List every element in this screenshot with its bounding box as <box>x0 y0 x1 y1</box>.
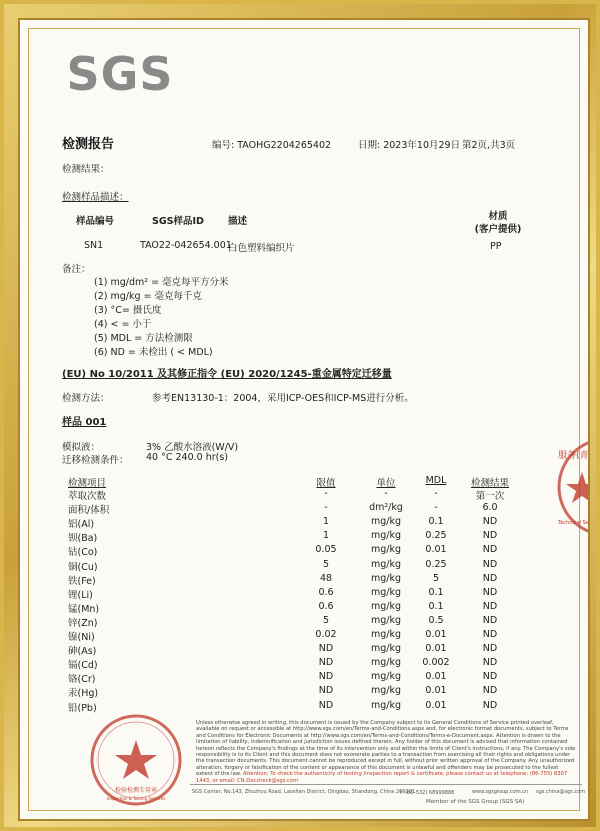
results-cell-limit: 5 <box>322 614 330 626</box>
results-cell-result: ND <box>482 657 498 669</box>
results-cell-limit: ND <box>318 685 334 697</box>
notes-label: 备注： <box>62 264 91 275</box>
results-cell-unit: - <box>384 488 388 499</box>
results-cell-mdl: 0.5 <box>428 614 444 626</box>
note-item: (3) °C= 摄氏度 <box>94 305 162 316</box>
results-cell-result: ND <box>482 530 498 542</box>
footer-email: sgs.china@sgs.com <box>536 789 586 795</box>
results-cell-limit: - <box>324 502 328 514</box>
results-cell-unit: mg/kg <box>370 699 402 711</box>
footer-website: www.sgsgroup.com.cn <box>472 789 529 795</box>
results-cell-mdl: 0.1 <box>428 600 444 612</box>
sample-cell-description: 白色塑料编织片 <box>228 243 295 254</box>
results-cell-item: 铝(Al) <box>68 519 95 531</box>
results-label: 检测结果： <box>62 164 110 175</box>
side-stamp-label-en: Technical Servi <box>558 520 596 526</box>
note-item: (2) mg/kg = 毫克每千克 <box>94 291 202 302</box>
condition-value: 40 °C 240.0 hr(s) <box>146 452 229 463</box>
simulant-value: 3% 乙酸水溶液(W/V) <box>146 442 239 453</box>
report-title: 检测报告 <box>62 137 115 152</box>
footer-bar <box>190 784 586 805</box>
results-cell-unit: mg/kg <box>370 685 402 697</box>
results-cell-mdl: 0.1 <box>428 516 444 528</box>
results-cell-mdl: 0.01 <box>425 685 447 697</box>
method-text: 参考EN13130-1：2004，采用ICP-OES和ICP-MS进行分析。 <box>152 393 414 404</box>
results-cell-item: 钴(Co) <box>68 547 98 559</box>
results-header: 检测项目 <box>68 478 107 489</box>
results-cell-result: ND <box>482 572 498 584</box>
results-cell-unit: mg/kg <box>370 530 402 542</box>
results-cell-item: 面积/体积 <box>68 505 110 517</box>
side-stamp-label: 服务(青 <box>558 451 589 461</box>
report-number: 编号: TAOHG2204265402 <box>212 140 332 151</box>
results-cell-mdl: 5 <box>432 572 440 584</box>
results-cell-unit: mg/kg <box>370 643 402 655</box>
results-cell-result: ND <box>482 544 498 556</box>
results-cell-limit: 0.05 <box>315 544 337 556</box>
results-header: MDL <box>425 475 447 486</box>
results-cell-result: ND <box>482 516 498 528</box>
results-cell-item: 铅(Pb) <box>68 702 97 714</box>
results-cell-result: ND <box>482 600 498 612</box>
results-cell-item: 铬(Cr) <box>68 674 96 686</box>
results-cell-mdl: 0.1 <box>428 586 444 598</box>
results-cell-mdl: 0.01 <box>425 643 447 655</box>
stamp-label: 检验检测专用章 <box>114 787 158 794</box>
results-cell-result: ND <box>482 699 498 711</box>
results-cell-result: ND <box>482 558 498 570</box>
results-cell-limit: 0.02 <box>315 629 337 640</box>
results-cell-limit: 1 <box>322 516 330 528</box>
results-cell-result: ND <box>482 643 498 655</box>
results-cell-unit: mg/kg <box>370 671 402 683</box>
results-cell-mdl: 0.002 <box>422 657 450 669</box>
results-cell-result: ND <box>482 671 498 683</box>
results-header: 限值 <box>316 478 336 489</box>
document-page <box>18 18 596 821</box>
note-item: (5) MDL = 方法检测限 <box>94 333 193 344</box>
logo-text: SGS <box>66 47 174 101</box>
results-cell-result: ND <box>482 629 498 640</box>
page-indicator: 第2页,共3页 <box>462 140 516 151</box>
sample-cell-material: PP <box>490 241 502 252</box>
results-cell-item: 锰(Mn) <box>68 603 100 615</box>
seal-stamp <box>86 710 186 810</box>
method-label: 检测方法： <box>62 393 110 404</box>
regulation-title: (EU) No 10/2011 及其修正指令 (EU) 2020/1245-重金属特定迁移量 <box>62 369 392 380</box>
sample-cell-sgs-id: TAO22-042654.001 <box>140 240 232 251</box>
sample-label: 样品 001 <box>62 417 107 428</box>
results-cell-limit: - <box>324 488 328 499</box>
results-cell-mdl: 0.25 <box>425 530 447 542</box>
results-cell-item: 汞(Hg) <box>68 688 99 700</box>
simulant-label: 模拟液： <box>62 442 101 453</box>
note-item: (6) ND = 未检出 ( < MDL) <box>94 347 213 358</box>
results-cell-mdl: - <box>434 488 438 499</box>
results-cell-limit: ND <box>318 699 334 711</box>
sample-table-header: 样品编号 <box>76 216 115 227</box>
footer-phone: t（86–532) 68999888 <box>400 790 455 796</box>
results-cell-unit: mg/kg <box>370 586 402 598</box>
results-cell-unit: mg/kg <box>370 558 402 570</box>
results-cell-unit: mg/kg <box>370 516 402 528</box>
sample-cell-id: SN1 <box>84 240 104 251</box>
condition-label: 迁移检测条件： <box>62 455 129 466</box>
results-cell-result: ND <box>482 586 498 598</box>
results-cell-mdl: - <box>434 502 438 514</box>
results-cell-limit: ND <box>318 657 334 669</box>
footer-member: Member of the SGS Group (SGS SA) <box>426 799 525 805</box>
disclaimer-text: Unless otherwise agreed in writing, this document is issued by the Company subject to its General Conditions of Service printed overleaf, available on request or accessible at http://www.sgs.com/en/Terms-and-Conditions.aspx and, for electronic format documents, subject to Terms and Conditions for Electronic Documents at http://www.sgs.com/en/Terms-and-Conditions/Terms-e-Document.aspx. Attention is drawn to the limitation of liability, indemnification and jurisdiction issues defined therein. Any holder of this document is advised that information contained hereon reflects the Company's findings at the time of its intervention only and within the limits of Client's instructions, if any. The Company's sole responsibility is to its Client and this document does not exonerate parties to a transaction from exercising all their rights and obligations under the transaction documents. This document cannot be reproduced except in full, without prior written approval of the Company. Any unauthorized alteration, forgery or falsification of the content or appearance of this document is unlawful and offenders may be prosecuted to the fullest extent of the law. <box>196 720 576 778</box>
results-cell-unit: mg/kg <box>370 657 402 669</box>
results-cell-mdl: 0.01 <box>425 629 447 640</box>
results-cell-limit: 48 <box>319 572 333 584</box>
sample-table-header: 材质 (客户提供) <box>474 211 522 235</box>
results-cell-item: 锌(Zn) <box>68 617 98 629</box>
results-cell-result: ND <box>482 685 498 697</box>
results-cell-limit: ND <box>318 643 334 655</box>
results-cell-mdl: 0.01 <box>425 671 447 683</box>
results-cell-unit: mg/kg <box>370 600 402 612</box>
results-cell-item: 镍(Ni) <box>68 632 95 643</box>
results-cell-result: 第一次 <box>475 491 505 502</box>
side-seal-stamp <box>552 432 596 542</box>
sample-table-header: SGS样品ID <box>152 216 204 227</box>
results-cell-result: ND <box>482 614 498 626</box>
sample-description-label: 检测样品描述： <box>62 192 129 203</box>
footer-address: SGS Center, No.143, Zhuzhou Road, Laoshan District, Qingdao, Shandong, China 266101 <box>192 789 416 795</box>
note-item: (4) < = 小于 <box>94 319 152 330</box>
results-header: 检测结果 <box>470 478 509 489</box>
results-cell-mdl: 0.01 <box>425 544 447 556</box>
results-cell-limit: 1 <box>322 530 330 542</box>
results-cell-mdl: 0.25 <box>425 558 447 570</box>
results-cell-limit: 5 <box>322 558 330 570</box>
results-cell-result: 6.0 <box>482 502 498 514</box>
sgs-logo <box>66 46 174 102</box>
results-cell-item: 锂(Li) <box>68 589 93 601</box>
results-cell-item: 钡(Ba) <box>68 533 98 545</box>
results-cell-unit: mg/kg <box>370 572 402 584</box>
attention-text: Attention: To check the authenticity of testing /inspection report & certificate, please contact us at telephone: (86-755) 8307 1443, or email: CN.Doccheck@sgs.com <box>196 771 568 784</box>
results-cell-item: 铁(Fe) <box>68 575 96 587</box>
results-cell-item: 砷(As) <box>68 646 97 658</box>
sample-table-header: 描述 <box>228 216 248 227</box>
results-cell-limit: ND <box>318 671 334 683</box>
results-cell-unit: mg/kg <box>370 629 402 640</box>
results-cell-mdl: 0.01 <box>425 699 447 711</box>
results-cell-unit: mg/kg <box>370 544 402 556</box>
footer-disclaimer <box>196 720 576 784</box>
results-header: 单位 <box>376 478 396 489</box>
results-cell-limit: 0.6 <box>318 586 334 598</box>
results-cell-item: 铜(Cu) <box>68 561 98 573</box>
results-cell-unit: mg/kg <box>370 614 402 626</box>
stamp-label-en: Inspection & Testing Services <box>106 796 166 801</box>
results-cell-item: 萃取次数 <box>68 491 107 502</box>
note-item: (1) mg/dm² = 毫克每平方分米 <box>94 277 229 288</box>
results-cell-unit: dm²/kg <box>369 502 403 514</box>
report-date: 日期: 2023年10月29日 <box>358 140 461 151</box>
results-cell-item: 镉(Cd) <box>68 660 98 672</box>
certificate-frame <box>4 4 596 827</box>
results-cell-limit: 0.6 <box>318 600 334 612</box>
